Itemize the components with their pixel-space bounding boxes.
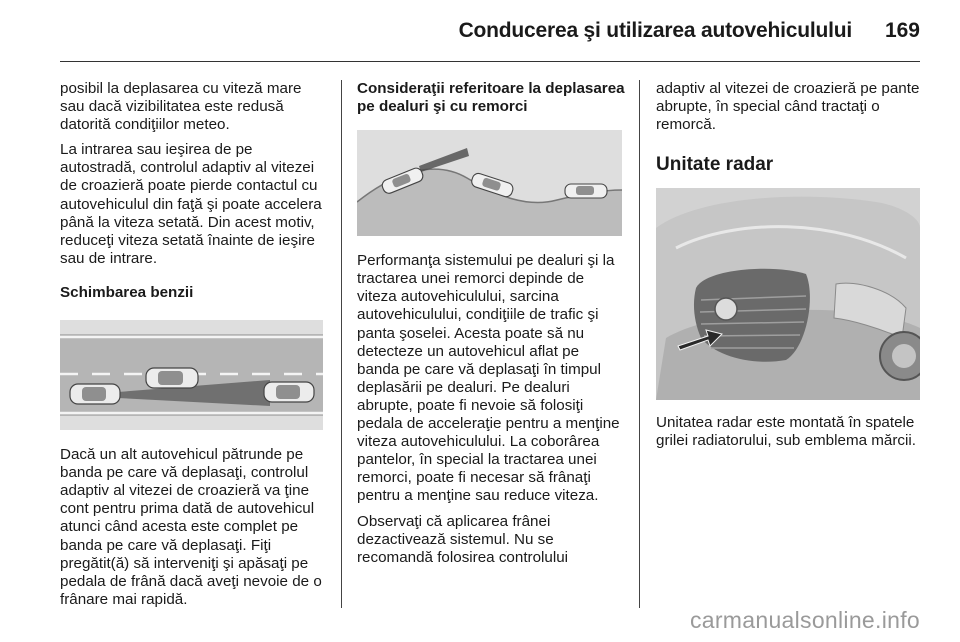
column-2 <box>357 80 625 574</box>
hills-illustration <box>357 130 622 236</box>
paragraph-weather: posibil la deplasarea cu viteză mare sau dacă vizibilitatea este redusă datorită condiţiilor meteo. <box>60 80 302 134</box>
column-1 <box>60 80 328 616</box>
paragraph-steep-slopes: adaptiv al vitezei de croazieră pe pante abrupte, în special când tractaţi o remorcă. <box>656 80 920 134</box>
lane-change-illustration <box>60 320 323 430</box>
heading-hills-trailers: Consideraţii referitoare la deplasarea pe dealuri şi cu remorci <box>357 80 625 116</box>
paragraph-radar-location: Unitatea radar este montată în spatele grilei radiatorului, sub emblema mărcii. <box>656 414 916 450</box>
car-valley <box>565 184 607 198</box>
paragraph-brake-note: Observaţi că aplicarea frânei dezactivează sistemul. Nu se recomandă folosirea controlului <box>357 512 569 566</box>
paragraph-lane-change: Dacă un alt autovehicul pătrunde pe banda pe care vă deplasaţi, controlul adaptiv al vitezei de croazieră va ţine cont pentru prima dată de autovehicul atunci când acesta este complet pe banda pe care vă deplasaţi. Fiţi pregătit(ă) să interveniţi şi apăsaţi pe pedala de frână dacă aveţi nevoie de o frânare mai rapidă. <box>60 446 322 608</box>
page-header <box>0 0 960 62</box>
column-divider-2 <box>639 80 640 608</box>
radar-unit-photo <box>656 188 920 400</box>
header-rule <box>60 61 920 62</box>
paragraph-highway: La intrarea sau ieşirea de pe autostradă, controlul adaptiv al vitezei de croazieră poate pierde contactul cu autovehiculul din faţă şi poate accelera până la viteza setată. Din acest motiv, reduceţi viteza setată înainte de ieşire sau de intrare. <box>60 141 322 267</box>
car-merging <box>146 368 198 388</box>
watermark: carmanualsonline.info <box>689 607 920 633</box>
column-3 <box>656 80 924 458</box>
paragraph-hills-performance: Performanţa sistemului pe dealuri şi la tractarea unei remorci depinde de viteza autovehiculului, sarcina autovehiculului, condiţiile de trafic şi panta şoselei. Acesta poate să nu detecteze un autovehicul aflat pe banda pe care vă deplasaţi în timpul deplasării pe dealuri. Pe dealuri abrupte, poate fi nevoie să folosiţi pedala de acceleraţie pentru a menţine viteza autovehiculului. La coborârea pantelor, în special la tractarea unei remorci, poate fi necesar să frânaţi pentru a menţine sau reduce viteza. <box>357 252 620 505</box>
brand-emblem <box>715 298 737 320</box>
column-divider-1 <box>341 80 342 608</box>
car-ahead <box>264 382 314 402</box>
section-title-radar-unit: Unitate radar <box>656 154 774 176</box>
heading-lane-change: Schimbarea benzii <box>60 283 194 301</box>
page-number: 169 <box>884 19 920 42</box>
chapter-title: Conducerea şi utilizarea autovehiculului <box>458 19 852 42</box>
car-own <box>70 384 120 404</box>
